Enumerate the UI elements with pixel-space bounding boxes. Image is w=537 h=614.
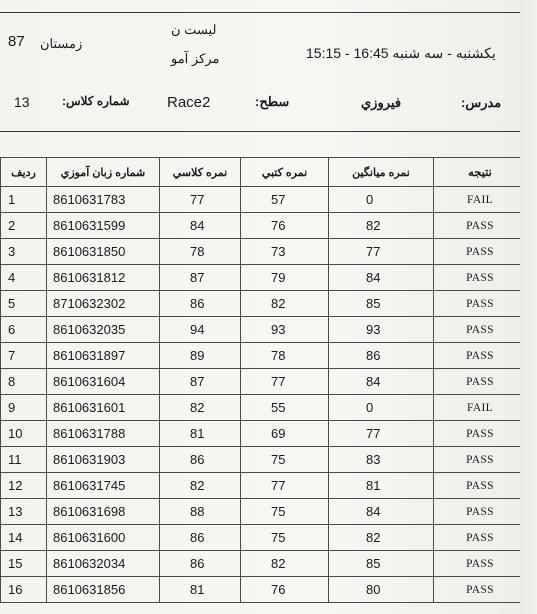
term-count: 87 (8, 33, 25, 50)
cell-row-number: 15 (1, 551, 47, 577)
table-row (1, 213, 527, 239)
cell-written-score: 82 (241, 551, 329, 577)
cell-row-number: 16 (1, 577, 47, 603)
cell-written-score: 79 (241, 265, 329, 291)
center-name: مرکز آمو (171, 51, 220, 66)
level-label: سطح: (255, 94, 290, 109)
class-number-label: شماره کلاس: (62, 94, 130, 108)
cell-row-number: 4 (1, 265, 47, 291)
cell-written-score: 76 (241, 213, 329, 239)
list-title: لیست ن (171, 22, 217, 37)
cell-student-id: 8610631698 (47, 499, 160, 525)
teacher-name: فیروزي (361, 95, 402, 110)
cell-written-score: 75 (241, 499, 329, 525)
cell-row-number: 2 (1, 213, 47, 239)
cell-class-score: 77 (160, 187, 241, 213)
cell-average: 85 (329, 551, 434, 577)
cell-row-number: 5 (1, 291, 47, 317)
cell-student-id: 8610631788 (47, 421, 160, 447)
cell-result: PASS (434, 317, 527, 343)
cell-written-score: 93 (241, 317, 329, 343)
cell-result: PASS (434, 447, 527, 473)
cell-class-score: 86 (160, 291, 241, 317)
cell-class-score: 86 (160, 447, 241, 473)
cell-student-id: 8610631850 (47, 239, 160, 265)
cell-result: PASS (434, 369, 527, 395)
class-number: 13 (14, 94, 30, 110)
cell-result: PASS (434, 525, 527, 551)
cell-average: 81 (329, 473, 434, 499)
cell-student-id: 8610631745 (47, 473, 160, 499)
cell-row-number: 7 (1, 343, 47, 369)
cell-average: 0 (329, 395, 434, 421)
col-header-average: نمره میانگین (329, 158, 434, 187)
col-header-class-score: نمره کلاسي (160, 158, 241, 187)
table-row (1, 187, 527, 213)
page-edge (520, 0, 537, 614)
cell-student-id: 8610631897 (47, 343, 160, 369)
cell-class-score: 86 (160, 525, 241, 551)
cell-average: 84 (329, 369, 434, 395)
table-body (1, 187, 527, 603)
cell-result: PASS (434, 473, 527, 499)
class-schedule: یکشنبه - سه شنبه 16:45 - 15:15 (306, 45, 496, 61)
cell-student-id: 8610631604 (47, 369, 160, 395)
cell-written-score: 57 (241, 187, 329, 213)
col-header-row-number: ردیف (1, 158, 47, 187)
term-season: زمستان (40, 36, 83, 51)
cell-row-number: 3 (1, 239, 47, 265)
table-row (1, 577, 527, 603)
cell-average: 80 (329, 577, 434, 603)
cell-row-number: 13 (1, 499, 47, 525)
cell-result: PASS (434, 291, 527, 317)
cell-class-score: 86 (160, 551, 241, 577)
cell-average: 77 (329, 421, 434, 447)
cell-average: 84 (329, 265, 434, 291)
cell-row-number: 12 (1, 473, 47, 499)
cell-class-score: 87 (160, 265, 241, 291)
cell-student-id: 8610631600 (47, 525, 160, 551)
cell-result: PASS (434, 343, 527, 369)
cell-written-score: 75 (241, 525, 329, 551)
cell-student-id: 8610631812 (47, 265, 160, 291)
table-row (1, 395, 527, 421)
cell-row-number: 10 (1, 421, 47, 447)
table-row (1, 343, 527, 369)
cell-result: PASS (434, 577, 527, 603)
cell-written-score: 78 (241, 343, 329, 369)
table-row (1, 525, 527, 551)
teacher-label: مدرس: (461, 95, 502, 110)
cell-row-number: 11 (1, 447, 47, 473)
cell-student-id: 8710632302 (47, 291, 160, 317)
table-header-row (1, 158, 527, 187)
cell-written-score: 75 (241, 447, 329, 473)
cell-written-score: 69 (241, 421, 329, 447)
cell-result: PASS (434, 499, 527, 525)
cell-average: 86 (329, 343, 434, 369)
cell-class-score: 82 (160, 395, 241, 421)
cell-result: FAIL (434, 395, 527, 421)
table-row (1, 317, 527, 343)
cell-result: PASS (434, 265, 527, 291)
table-row (1, 447, 527, 473)
table-row (1, 291, 527, 317)
cell-result: PASS (434, 421, 527, 447)
cell-student-id: 8610631599 (47, 213, 160, 239)
cell-class-score: 81 (160, 577, 241, 603)
header-box (0, 12, 521, 132)
col-header-written-score: نمره کتبي (241, 158, 329, 187)
cell-average: 0 (329, 187, 434, 213)
table-row (1, 369, 527, 395)
table-row (1, 499, 527, 525)
grades-table (0, 157, 527, 603)
cell-student-id: 8610631783 (47, 187, 160, 213)
col-header-result: نتیجه (434, 158, 527, 187)
cell-written-score: 77 (241, 473, 329, 499)
cell-row-number: 6 (1, 317, 47, 343)
level-value: Race2 (167, 94, 211, 111)
cell-student-id: 8610631903 (47, 447, 160, 473)
cell-student-id: 8610632034 (47, 551, 160, 577)
cell-average: 82 (329, 525, 434, 551)
cell-student-id: 8610632035 (47, 317, 160, 343)
cell-average: 93 (329, 317, 434, 343)
cell-written-score: 76 (241, 577, 329, 603)
cell-result: PASS (434, 551, 527, 577)
cell-result: PASS (434, 239, 527, 265)
cell-average: 77 (329, 239, 434, 265)
cell-class-score: 81 (160, 421, 241, 447)
col-header-student-id: شماره زبان آموزي (47, 158, 160, 187)
cell-class-score: 84 (160, 213, 241, 239)
table-row (1, 473, 527, 499)
cell-written-score: 55 (241, 395, 329, 421)
cell-average: 83 (329, 447, 434, 473)
cell-class-score: 88 (160, 499, 241, 525)
cell-row-number: 8 (1, 369, 47, 395)
cell-row-number: 14 (1, 525, 47, 551)
cell-class-score: 89 (160, 343, 241, 369)
cell-average: 85 (329, 291, 434, 317)
cell-row-number: 9 (1, 395, 47, 421)
cell-student-id: 8610631856 (47, 577, 160, 603)
table-row (1, 265, 527, 291)
cell-average: 84 (329, 499, 434, 525)
cell-written-score: 77 (241, 369, 329, 395)
table-row (1, 551, 527, 577)
cell-row-number: 1 (1, 187, 47, 213)
cell-class-score: 78 (160, 239, 241, 265)
cell-student-id: 8610631601 (47, 395, 160, 421)
cell-class-score: 82 (160, 473, 241, 499)
table-row (1, 421, 527, 447)
cell-result: FAIL (434, 187, 527, 213)
cell-class-score: 94 (160, 317, 241, 343)
table-row (1, 239, 527, 265)
cell-result: PASS (434, 213, 527, 239)
cell-written-score: 73 (241, 239, 329, 265)
cell-written-score: 82 (241, 291, 329, 317)
cell-average: 82 (329, 213, 434, 239)
cell-class-score: 87 (160, 369, 241, 395)
